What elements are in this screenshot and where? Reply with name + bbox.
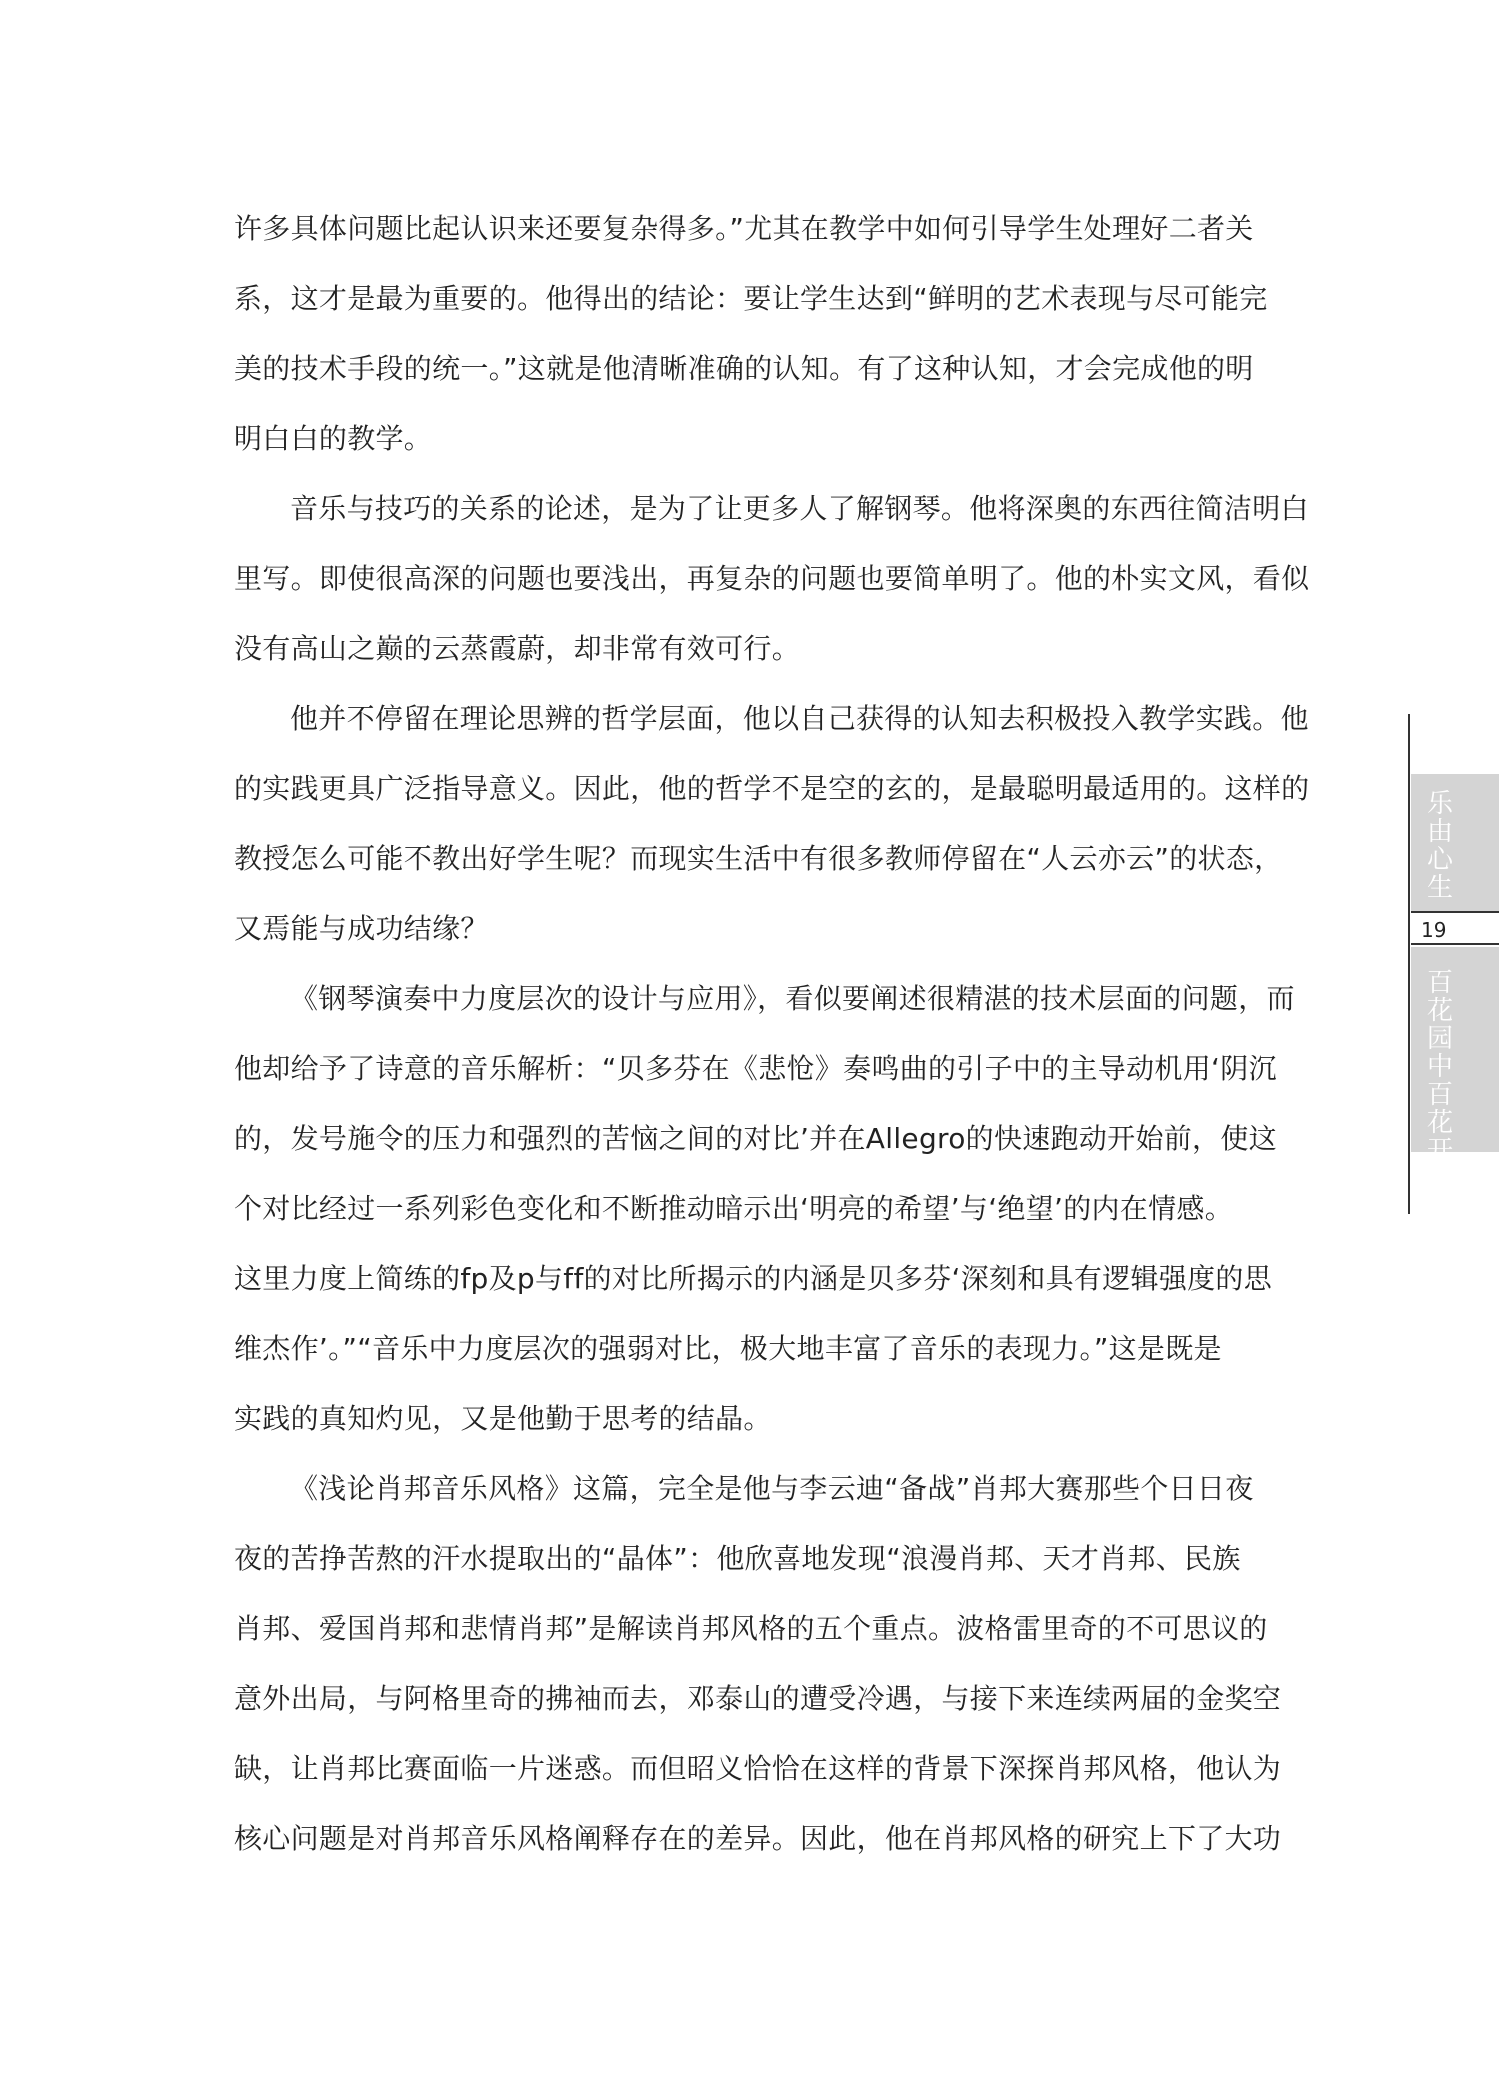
paragraph-start-line: 《浅论肖邦音乐风格》这篇，完全是他与李云迪“备战”肖邦大赛那些个日日夜 xyxy=(290,1472,1254,1505)
text-line: 缺，让肖邦比赛面临一片迷惑。而但昭义恰恰在这样的背景下深探肖邦风格，他认为 xyxy=(234,1752,1282,1785)
paragraph-start-line: 《钢琴演奏中力度层次的设计与应用》，看似要阐述很精湛的技术层面的问题，而 xyxy=(290,982,1295,1015)
text-line: 夜的苦挣苦熬的汗水提取出的“晶体”：他欣喜地发现“浪漫肖邦、天才肖邦、民族 xyxy=(234,1542,1241,1575)
paragraph-start-line: 音乐与技巧的关系的论述，是为了让更多人了解钢琴。他将深奥的东西往简洁明白 xyxy=(290,492,1309,525)
text-line: 核心问题是对肖邦音乐风格阐释存在的差异。因此，他在肖邦风格的研究上下了大功 xyxy=(234,1822,1282,1855)
text-line: 这里力度上简练的fp及p与ff的对比所揭示的内涵是贝多芬‘深刻和具有逻辑强度的思 xyxy=(234,1262,1273,1295)
body-text xyxy=(234,194,1310,1874)
text-line: 的，发号施令的压力和强烈的苦恼之间的对比’并在Allegro的快速跑动开始前，使这 xyxy=(234,1122,1277,1155)
text-line: 的实践更具广泛指导意义。因此，他的哲学不是空的玄的，是最聪明最适用的。这样的 xyxy=(234,772,1310,805)
text-line: 他却给予了诗意的音乐解析：“贝多芬在《悲怆》奏鸣曲的引子中的主导动机用‘阴沉 xyxy=(234,1052,1277,1085)
section-title: 乐由心生 xyxy=(1426,789,1453,903)
margin-rule xyxy=(1408,714,1410,1214)
text-line: 维杰作’。”“音乐中力度层次的强弱对比，极大地丰富了音乐的表现力。”这是既是 xyxy=(234,1332,1222,1365)
text-line: 教授怎么可能不教出好学生呢？而现实生活中有很多教师停留在“人云亦云”的状态， xyxy=(234,842,1283,875)
page-number: 19 xyxy=(1411,911,1499,945)
text-line: 明白白的教学。 xyxy=(234,422,433,455)
text-line: 又焉能与成功结缘？ xyxy=(234,912,489,945)
text-line: 里写。即使很高深的问题也要浅出，再复杂的问题也要简单明了。他的朴实文风，看似 xyxy=(234,562,1310,595)
text-line: 个对比经过一系列彩色变化和不断推动暗示出‘明亮的希望’与‘绝望’的内在情感。 xyxy=(234,1192,1234,1225)
chapter-title: 百花园中百花开 xyxy=(1426,968,1453,1166)
paragraph-start-line: 他并不停留在理论思辨的哲学层面，他以自己获得的认知去积极投入教学实践。他 xyxy=(290,702,1309,735)
text-line: 肖邦、爱国肖邦和悲情肖邦”是解读肖邦风格的五个重点。波格雷里奇的不可思议的 xyxy=(234,1612,1268,1645)
text-line: 意外出局，与阿格里奇的拂袖而去，邓泰山的遭受冷遇，与接下来连续两届的金奖空 xyxy=(234,1682,1282,1715)
section-tab xyxy=(1411,774,1499,912)
text-line: 系，这才是最为重要的。他得出的结论：要让学生达到“鲜明的艺术表现与尽可能完 xyxy=(234,282,1268,315)
text-line: 美的技术手段的统一。”这就是他清晰准确的认知。有了这种认知，才会完成他的明 xyxy=(234,352,1254,385)
text-line: 实践的真知灼见，又是他勤于思考的结晶。 xyxy=(234,1402,772,1435)
chapter-tab xyxy=(1411,947,1499,1166)
text-line: 许多具体问题比起认识来还要复杂得多。”尤其在教学中如何引导学生处理好二者关 xyxy=(234,212,1254,245)
text-line: 没有高山之巅的云蒸霞蔚，却非常有效可行。 xyxy=(234,632,801,665)
